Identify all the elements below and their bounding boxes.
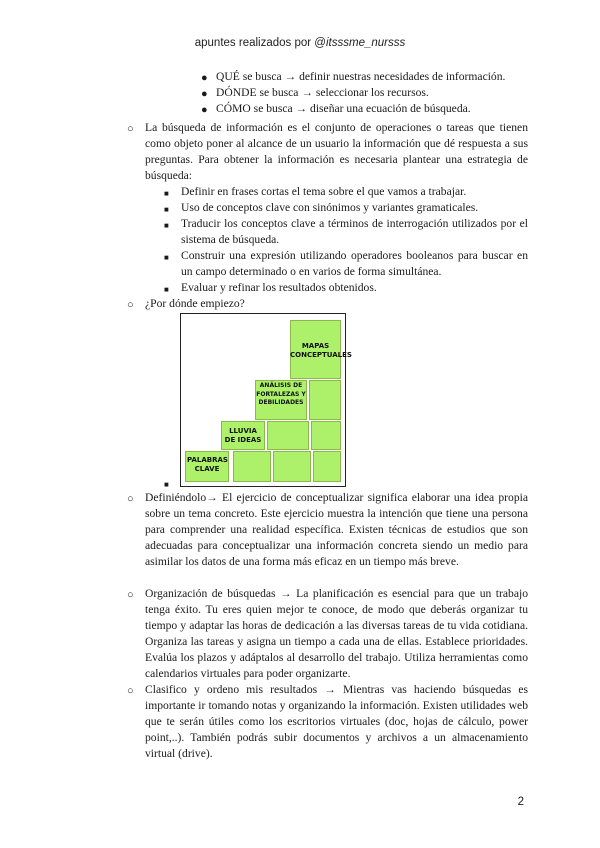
circle-bullet-icon: ○ (127, 493, 134, 505)
header-handle: itsssme_nursss (325, 37, 406, 49)
start-question: ¿Por dónde empiezo? (145, 297, 245, 310)
step-block (309, 380, 341, 420)
circle-bullet-icon: ○ (127, 589, 134, 601)
list-item: Definir en frases cortas el tema sobre el que vamos a trabajar. (181, 185, 467, 198)
staircase-diagram (180, 313, 352, 487)
list-item: Evaluar y refinar los resultados obtenidos. (181, 281, 377, 294)
list-item: Construir una expresión utilizando operadores booleanos para buscar en un campo determinado o en varios de forma simultánea. (181, 249, 528, 278)
circle-bullet-icon: ○ (127, 123, 134, 135)
paragraph-organizacion: Organización de búsquedas → La planificación es esencial para que un trabajo tenga éxito. Tu eres quien mejor te conoce, de modo que deberás organizar tu tiempo y adaptar las horas de dedicación a las diversas tareas de tu vida cotidiana. Organiza las tareas y asigna un tiempo a cada una de ellas. Establece prioridades. Evalúa los plazos y adáptalos al desarrollo del trabajo. Utiliza herramientas como calendarios virtuales para poder organizarte. (145, 587, 528, 680)
bullet-icon: ● (201, 72, 208, 84)
step-block (313, 451, 341, 482)
square-bullet-icon: ■ (164, 285, 169, 294)
list-item: CÓMO se busca → diseñar una ecuación de búsqueda. (216, 102, 471, 115)
list-item: Uso de conceptos clave con sinónimos y variantes gramaticales. (181, 201, 479, 214)
step-block (311, 421, 341, 450)
page-header (0, 37, 600, 49)
step-label-mapas-conceptuales: MAPAS CONCEPTUALES (290, 342, 352, 359)
step-block (233, 451, 271, 482)
list-item: QUÉ se busca → definir nuestras necesidades de información. (216, 70, 506, 83)
list-item: Traducir los conceptos clave a términos de interrogación utilizados por el sistema de búsqueda. (181, 217, 528, 246)
list-item: DÓNDE se busca → seleccionar los recursos. (216, 86, 429, 99)
header-prefix: apuntes realizados por @ (194, 37, 326, 49)
circle-bullet-icon: ○ (127, 685, 134, 697)
square-bullet-icon: ■ (164, 189, 169, 198)
step-label-analisis: ANÁLISIS DE FORTALEZAS Y DEBILIDADES (256, 382, 306, 406)
square-bullet-icon: ■ (164, 253, 169, 262)
square-bullet-icon: ■ (164, 480, 169, 489)
square-bullet-icon: ■ (164, 221, 169, 230)
circle-bullet-icon: ○ (127, 299, 134, 311)
search-paragraph: La búsqueda de información es el conjunto de operaciones o tareas que tienen como objeto poner al alcance de un usuario la información que dé respuesta a sus preguntas. Para obtener la información es necesaria plantear una estrategia de búsqueda: (145, 121, 528, 182)
step-label-palabras-clave: PALABRAS CLAVE (187, 456, 228, 473)
step-label-lluvia-de-ideas: LLUVIA DE IDEAS (224, 427, 262, 444)
step-block (267, 421, 309, 450)
bullet-icon: ● (201, 88, 208, 100)
paragraph-clasifico: Clasifico y ordeno mis resultados → Mientras vas haciendo búsquedas es importante ir tomando notas y organizando la información. Existen utilidades web que te serán útiles como los escritorios virtuales (doc, hojas de cálculo, power point,..). También podrás subir documentos y archivos a un almacenamiento virtual (drive). (145, 683, 528, 760)
paragraph-definiendolo: Definiéndolo→ El ejercicio de conceptualizar significa elaborar una idea propia sobre un tema concreto. Este ejercicio muestra la intención que tiene una persona para comprender una realidad específica. Existen técnicas de estudios que son adecuadas para conceptualizar una información concreta siendo un medio para asimilar los datos de una forma más eficaz en un tiempo más breve. (145, 491, 528, 568)
page-number: 2 (517, 796, 524, 808)
step-block (273, 451, 311, 482)
square-bullet-icon: ■ (164, 205, 169, 214)
bullet-icon: ● (201, 104, 208, 116)
